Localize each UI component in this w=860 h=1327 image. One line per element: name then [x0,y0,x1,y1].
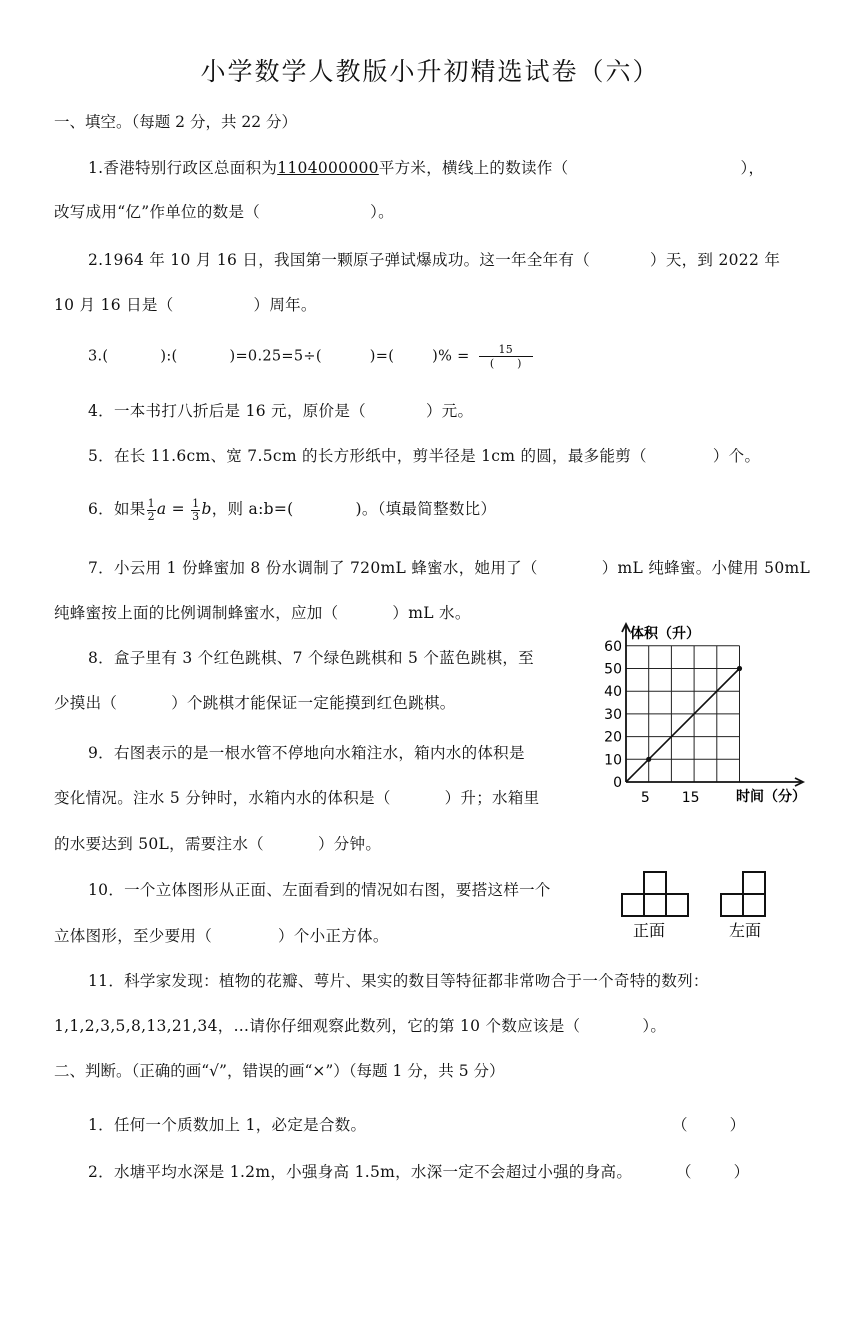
question-2-line-2 [54,293,317,315]
y-tick-label: 50 [604,661,622,678]
section-heading-judgement: 二、判断。（正确的画“√”，错误的画“×”）（每题 1 分，共 5 分） [54,1062,505,1080]
q9-line2-text: 变化情况。注水 5 分钟时，水箱内水的体积是（ [54,789,391,807]
y-tick-label: 60 [604,638,622,655]
q11-line2-end: ）。 [642,1017,667,1035]
q7-text-b: ）mL 纯蜂蜜。小健用 50mL [601,559,811,577]
question-10-line-1: 10．一个立体图形从正面、左面看到的情况如右图，要搭这样一个 [88,881,551,899]
q7-line2-text: 纯蜂蜜按上面的比例调制蜂蜜水，应加（ [54,604,339,622]
q6-text-c: )。（填最简整数比） [355,500,497,518]
question-1-line-2 [54,200,394,222]
q6-f1-den: 2 [147,509,155,523]
series-line [626,669,740,783]
q2-text-b: ）天，到 2022 年 [650,251,781,269]
q6-var-a: a [156,500,167,518]
q2-line2-end: ）周年。 [253,296,317,314]
q10-line2-text: 立体图形，至少要用（ [54,927,213,945]
q10-line2-end: ）个小正方体。 [278,927,389,945]
q1-text-a: 1.香港特别行政区总面积为 [88,159,278,177]
y-tick-label: 0 [613,775,622,791]
q3-text-a: 3.( [88,348,109,365]
x-tick-label: 5 [640,790,650,806]
question-9-line-3 [54,832,381,854]
page-title: 小学数学人教版小升初精选试卷（六） [200,57,660,86]
q3-text-b: ):( [160,348,178,365]
q9-line3-text: 的水要达到 50L，需要注水（ [54,835,264,853]
q1-line2-text: 改写成用“亿”作单位的数是（ [54,203,261,221]
question-9-line-2 [54,786,539,808]
left-view-label: 左面 [729,921,762,940]
y-tick-label: 20 [604,729,622,746]
question-8-line-2 [54,691,456,713]
q8-line2-end: ）个跳棋才能保证一定能摸到红色跳棋。 [171,694,456,712]
q9-line2-end: ）升；水箱里 [444,789,540,807]
q6-f2-num: 1 [192,496,200,510]
q3-fraction-denominator[interactable]: ( ) [489,357,522,370]
q1-text-c: ）， [740,159,765,177]
q5-text-b: ）个。 [712,447,761,465]
left-view-squares [721,872,765,916]
front-view-label: 正面 [633,921,666,940]
q2-text-a: 2.1964 年 10 月 16 日，我国第一颗原子弹试爆成功。这一年全年有（ [88,251,591,269]
question-5 [88,444,760,466]
q6-f1-num: 1 [147,496,155,510]
chart-x-axis-label: 时间（分） [736,789,806,805]
question-7-line-1 [88,556,810,578]
q3-text-c: )=0.25=5÷( [229,348,322,365]
question-10-line-2 [54,924,389,946]
y-tick-label: 30 [604,706,622,723]
chart-y-axis-label: 体积（升） [630,626,700,642]
data-point [646,757,651,762]
question-1-line-1 [88,156,764,178]
x-tick-label: 15 [681,790,700,806]
q1-text-b: 平方米，横线上的数读作（ [378,159,569,177]
q6-var-b: b [201,500,212,518]
three-view-figure [612,866,782,944]
q9-line3-end: ）分钟。 [317,835,382,853]
chart-grid [626,646,740,782]
q3-text-e: )% = [432,348,470,365]
q4-text-a: 4．一本书打八折后是 16 元，原价是（ [88,402,366,420]
q7-line2-end: ）mL 水。 [392,604,471,622]
q6-text-a: 6．如果 [88,500,146,518]
question-4 [88,399,473,421]
question-9-line-1: 9．右图表示的是一根水管不停地向水箱注水，箱内水的体积是 [88,744,525,762]
y-tick-label: 10 [604,752,622,769]
q6-fraction-1 [147,498,156,523]
question-6 [88,497,496,523]
q4-text-b: ）元。 [425,402,474,420]
judgement-1-answer-box[interactable]: （ ） [672,1116,746,1134]
volume-time-chart [596,618,810,810]
q6-f2-den: 3 [192,509,200,523]
question-7-line-2 [54,601,471,623]
question-11-line-1: 11．科学家发现：植物的花瓣、萼片、果实的数目等特征都非常吻合于一个奇特的数列： [88,972,709,990]
judgement-2-text: 2．水塘平均水深是 1.2m，小强身高 1.5m，水深一定不会超过小强的身高。 [88,1163,633,1181]
q3-fraction-numerator: 15 [479,343,534,357]
y-tick-label: 40 [604,684,622,701]
question-3 [88,343,533,370]
judgement-1-text: 1．任何一个质数加上 1，必定是合数。 [88,1116,367,1134]
q6-text-b: ，则 a:b=( [211,500,294,518]
q3-fraction [479,343,534,370]
question-11-line-2 [54,1014,666,1036]
q6-equals: = [166,500,191,518]
chart-series [626,666,742,782]
q7-text-a: 7．小云用 1 份蜂蜜加 8 份水调制了 720mL 蜂蜜水，她用了（ [88,559,538,577]
q5-text-a: 5．在长 11.6cm、宽 7.5cm 的长方形纸中，剪半径是 1cm 的圆，最多能剪（ [88,447,647,465]
q8-line2-text: 少摸出（ [54,694,118,712]
q1-line2-end: ）。 [370,203,394,221]
front-view-squares [622,872,688,916]
q1-number: 1104000000 [277,159,379,177]
q11-line2-text: 1,1,2,3,5,8,13,21,34，…请你仔细观察此数列，它的第 10 个数应该是（ [54,1017,581,1035]
question-8-line-1: 8．盒子里有 3 个红色跳棋、7 个绿色跳棋和 5 个蓝色跳棋，至 [88,649,534,667]
q2-line2-text: 10 月 16 日是（ [54,296,174,314]
question-2-line-1 [88,248,780,270]
q3-text-d: )=( [369,348,395,365]
data-point [737,666,742,671]
q6-fraction-2 [191,498,200,523]
judgement-2-answer-box[interactable]: （ ） [676,1163,750,1181]
section-heading-fill-blank: 一、填空。（每题 2 分，共 22 分） [54,113,298,131]
